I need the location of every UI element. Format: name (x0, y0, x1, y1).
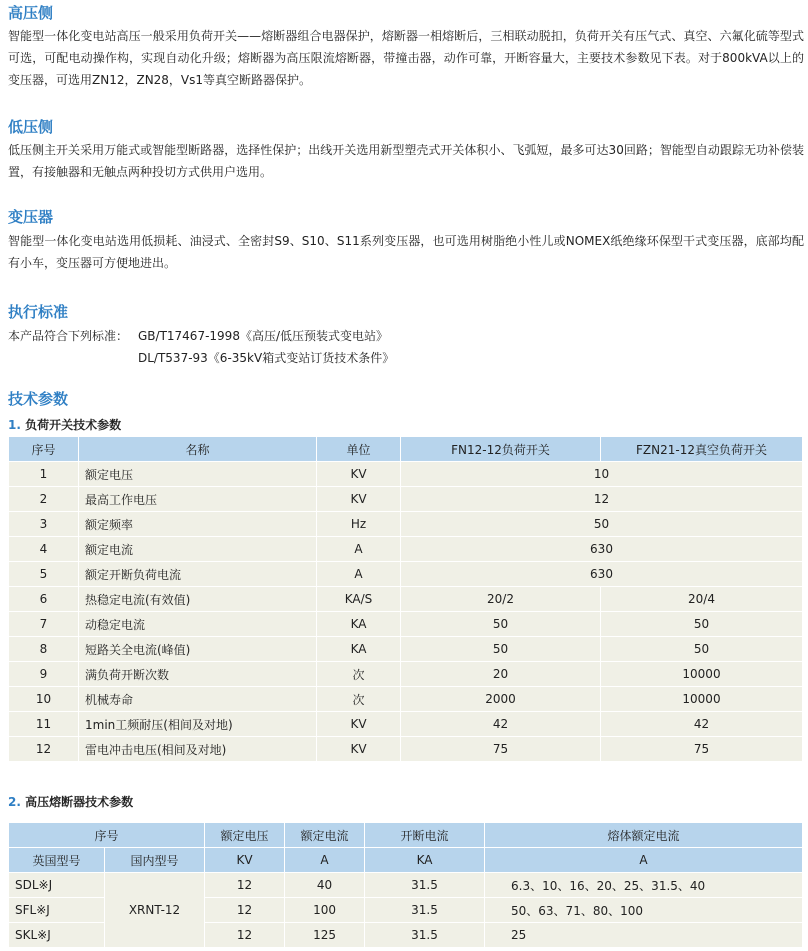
row-shared-value: 10 (401, 462, 803, 487)
standards-intro: 本产品符合下列标准： (8, 329, 129, 343)
row-name: 短路关全电流(峰值) (79, 637, 317, 662)
row-name: 额定频率 (79, 512, 317, 537)
table1-header-name: 名称 (79, 437, 317, 462)
row-name: 1min工频耐压(相间及对地) (79, 712, 317, 737)
row-no: 10 (9, 687, 79, 712)
row-fzn21-value: 75 (601, 737, 803, 762)
row-no: 1 (9, 462, 79, 487)
table-row (9, 487, 803, 512)
row-shared-value: 12 (401, 487, 803, 512)
row-no: 7 (9, 612, 79, 637)
row-fn12-value: 50 (401, 612, 601, 637)
row-fn12-value: 50 (401, 637, 601, 662)
row-unit: A (317, 562, 401, 587)
row-break: 31.5 (365, 873, 485, 898)
row-no: 3 (9, 512, 79, 537)
table1-heading (8, 416, 121, 433)
row-uk-model: SFL※J (9, 898, 105, 923)
table-row (9, 537, 803, 562)
row-uk-model: SDL※J (9, 873, 105, 898)
row-uk-model: SKL※J (9, 923, 105, 948)
table2-unit-break: KA (365, 848, 485, 873)
row-unit: KA/S (317, 587, 401, 612)
section-title-low-voltage: 低压侧 (8, 118, 54, 136)
table2-heading (8, 793, 133, 810)
row-no: 12 (9, 737, 79, 762)
row-fn12-value: 42 (401, 712, 601, 737)
table2-header-current: 额定电流 (285, 823, 365, 848)
row-no: 5 (9, 562, 79, 587)
row-shared-value: 630 (401, 537, 803, 562)
row-current: 125 (285, 923, 365, 948)
table-row (9, 562, 803, 587)
row-name: 额定电压 (79, 462, 317, 487)
row-fzn21-value: 42 (601, 712, 803, 737)
table-row (9, 737, 803, 762)
table-row (9, 687, 803, 712)
row-fzn21-value: 20/4 (601, 587, 803, 612)
row-unit: A (317, 537, 401, 562)
table2-heading-number: 2. (8, 795, 21, 809)
row-unit: 次 (317, 662, 401, 687)
table-row (9, 873, 803, 898)
table-row (9, 587, 803, 612)
section-title-standards: 执行标准 (8, 303, 69, 321)
row-name: 机械寿命 (79, 687, 317, 712)
table1-heading-text: 负荷开关技术参数 (25, 418, 122, 432)
row-name: 额定电流 (79, 537, 317, 562)
table1-header-fn12: FN12-12负荷开关 (401, 437, 601, 462)
row-unit: KV (317, 712, 401, 737)
table2-unit-voltage: KV (205, 848, 285, 873)
row-fuse: 25 (485, 923, 803, 948)
row-no: 4 (9, 537, 79, 562)
table-row (9, 662, 803, 687)
table2-header-domestic-model: 国内型号 (105, 848, 205, 873)
row-no: 11 (9, 712, 79, 737)
table-row (9, 612, 803, 637)
row-break: 31.5 (365, 923, 485, 948)
row-fn12-value: 20/2 (401, 587, 601, 612)
row-no: 6 (9, 587, 79, 612)
row-unit: Hz (317, 512, 401, 537)
row-name: 动稳定电流 (79, 612, 317, 637)
row-fzn21-value: 10000 (601, 687, 803, 712)
row-unit: KA (317, 637, 401, 662)
row-unit: KV (317, 487, 401, 512)
row-shared-value: 50 (401, 512, 803, 537)
standard-dl: DL/T537-93《6-35kV箱式变站订货技术条件》 (138, 351, 395, 365)
row-current: 100 (285, 898, 365, 923)
table2-header-uk-model: 英国型号 (9, 848, 105, 873)
row-fn12-value: 20 (401, 662, 601, 687)
row-fuse: 50、63、71、80、100 (485, 898, 803, 923)
row-fzn21-value: 50 (601, 637, 803, 662)
standard-gb: GB/T17467-1998《高压/低压预装式变电站》 (138, 329, 388, 343)
row-current: 40 (285, 873, 365, 898)
section-title-high-voltage: 高压侧 (8, 4, 54, 22)
section-title-tech: 技术参数 (8, 390, 69, 408)
row-voltage: 12 (205, 898, 285, 923)
row-break: 31.5 (365, 898, 485, 923)
row-unit: KA (317, 612, 401, 637)
section-title-transformer: 变压器 (8, 208, 54, 226)
load-switch-table (8, 436, 803, 762)
table2-header-seq: 序号 (9, 823, 205, 848)
transformer-paragraph: 智能型一体化变电站选用低损耗、油浸式、全密封S9、S10、S11系列变压器，也可选用树脂绝小性儿或NOMEX纸绝缘环保型干式变压器，底部均配有小车，变压器可方便地进出。 (8, 234, 804, 270)
table-row (9, 637, 803, 662)
table2-header-row (9, 823, 803, 848)
row-name: 满负荷开断次数 (79, 662, 317, 687)
row-voltage: 12 (205, 923, 285, 948)
row-fn12-value: 75 (401, 737, 601, 762)
row-voltage: 12 (205, 873, 285, 898)
row-unit: KV (317, 462, 401, 487)
row-fuse: 6.3、10、16、20、25、31.5、40 (485, 873, 803, 898)
table-row (9, 512, 803, 537)
table2-unit-fuse: A (485, 848, 803, 873)
row-unit: KV (317, 737, 401, 762)
row-fn12-value: 2000 (401, 687, 601, 712)
table1-header-no: 序号 (9, 437, 79, 462)
row-shared-value: 630 (401, 562, 803, 587)
row-fzn21-value: 10000 (601, 662, 803, 687)
row-no: 2 (9, 487, 79, 512)
table2-subheader-row (9, 848, 803, 873)
table-row (9, 712, 803, 737)
fuse-table (8, 822, 803, 948)
row-no: 8 (9, 637, 79, 662)
row-domestic-model: XRNT-12 (105, 873, 205, 948)
table1-header-row (9, 437, 803, 462)
table2-heading-text: 高压熔断器技术参数 (25, 795, 134, 809)
low-voltage-paragraph: 低压侧主开关采用万能式或智能型断路器，选择性保护；出线开关选用新型塑壳式开关体积小、飞弧短，最多可达30回路；智能型自动跟踪无功补偿装置，有接触器和无触点两种投切方式供用户选用。 (8, 143, 804, 179)
row-name: 雷电冲击电压(相间及对地) (79, 737, 317, 762)
table1-heading-number: 1. (8, 418, 21, 432)
row-name: 热稳定电流(有效值) (79, 587, 317, 612)
table2-unit-current: A (285, 848, 365, 873)
row-no: 9 (9, 662, 79, 687)
table1-header-unit: 单位 (317, 437, 401, 462)
table2-header-fuse: 熔体额定电流 (485, 823, 803, 848)
table2-header-voltage: 额定电压 (205, 823, 285, 848)
table2-header-break: 开断电流 (365, 823, 485, 848)
row-fzn21-value: 50 (601, 612, 803, 637)
table-row (9, 462, 803, 487)
high-voltage-paragraph: 智能型一体化变电站高压一般采用负荷开关——熔断器组合电器保护，熔断器一相熔断后，三相联动脱扣，负荷开关有压气式、真空、六氟化硫等型式可选，可配电动操作构，实现自动化升级；熔断器为高压限流熔断器，带撞击器，动作可靠，开断容量大，主要技术参数见下表。对于800kVA以上的变压器，可选用ZN12，ZN28，Vs1等真空断路器保护。 (8, 29, 804, 87)
row-name: 最高工作电压 (79, 487, 317, 512)
row-name: 额定开断负荷电流 (79, 562, 317, 587)
table1-header-fzn21: FZN21-12真空负荷开关 (601, 437, 803, 462)
row-unit: 次 (317, 687, 401, 712)
